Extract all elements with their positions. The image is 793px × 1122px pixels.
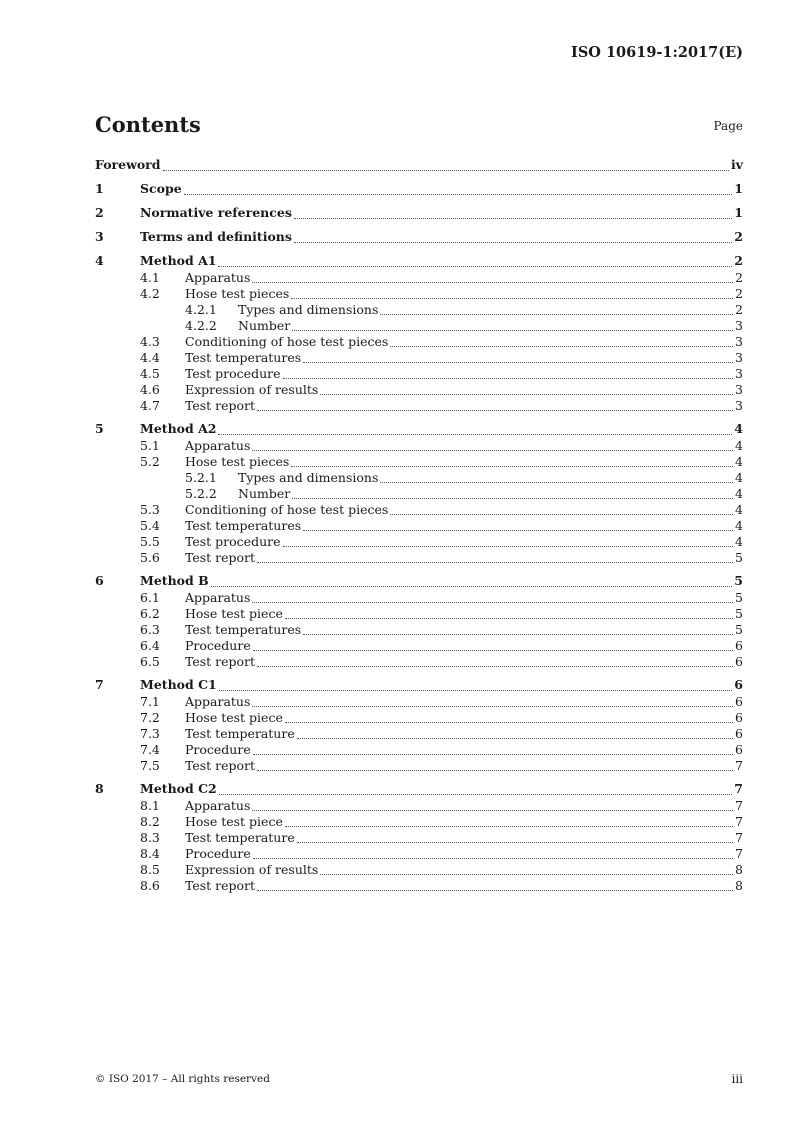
toc-entry-number: 1 <box>95 181 104 196</box>
toc-leader-dots <box>253 649 733 651</box>
toc-entry-page: 5 <box>735 606 743 621</box>
toc-entry-page: 5 <box>734 573 743 588</box>
toc-entry-number: 4.2 <box>140 286 160 301</box>
toc-entry-title: Conditioning of hose test pieces <box>185 334 389 349</box>
toc-leader-dots <box>320 873 733 875</box>
toc-entry-page: iv <box>730 157 743 172</box>
toc-entry-page: 4 <box>735 518 743 533</box>
toc-entry-page: 1 <box>734 205 743 220</box>
toc-entry-page: 6 <box>735 710 743 725</box>
toc-entry[interactable] <box>95 366 743 382</box>
toc-entry-page: 2 <box>734 253 743 268</box>
toc-leader-dots <box>253 857 733 859</box>
toc-leader-dots <box>285 721 733 723</box>
toc-entry-page: 4 <box>735 502 743 517</box>
toc-entry-number: 6.2 <box>140 606 160 621</box>
toc-entry-number: 5.2 <box>140 454 160 469</box>
toc-leader-dots <box>285 825 733 827</box>
toc-entry[interactable] <box>95 382 743 398</box>
toc-entry[interactable] <box>95 694 743 710</box>
toc-entry-title: Method C1 <box>140 677 217 692</box>
toc-leader-dots <box>291 465 733 467</box>
toc-entry-number: 4 <box>95 253 104 268</box>
toc-entry-number: 8 <box>95 781 104 796</box>
toc-entry-number: 6 <box>95 573 104 588</box>
toc-entry[interactable] <box>95 502 743 518</box>
toc-leader-dots <box>252 281 733 283</box>
toc-entry-title: Hose test pieces <box>185 286 290 301</box>
toc-entry-number: 5.3 <box>140 502 160 517</box>
toc-entry-page: 7 <box>735 798 743 813</box>
toc-entry-number: 4.3 <box>140 334 160 349</box>
toc-entry-title: Foreword <box>95 157 161 172</box>
toc-leader-dots <box>292 497 733 499</box>
toc-entry-page: 3 <box>735 398 743 413</box>
toc-entry-page: 6 <box>735 654 743 669</box>
toc-entry-page: 2 <box>734 229 743 244</box>
toc-entry-title: Test temperature <box>185 726 295 741</box>
toc-entry[interactable] <box>95 252 743 270</box>
toc-leader-dots <box>283 377 734 379</box>
toc-leader-dots <box>303 633 733 635</box>
toc-entry-number: 7.1 <box>140 694 160 709</box>
toc-entry-page: 5 <box>735 550 743 565</box>
toc-entry-page: 3 <box>735 318 743 333</box>
toc-leader-dots <box>303 529 733 531</box>
toc-leader-dots <box>163 169 729 171</box>
toc-entry-title: Procedure <box>185 742 251 757</box>
toc-leader-dots <box>257 769 733 771</box>
toc-entry[interactable] <box>95 830 743 846</box>
toc-entry-page: 8 <box>735 862 743 877</box>
toc-entry-number: 6.1 <box>140 590 160 605</box>
page-column-label: Page <box>713 119 743 133</box>
toc-entry-number: 3 <box>95 229 104 244</box>
toc-entry-title: Scope <box>140 181 182 196</box>
toc-entry[interactable] <box>95 814 743 830</box>
toc-entry-page: 3 <box>735 366 743 381</box>
toc-entry-title: Test procedure <box>185 366 281 381</box>
toc-leader-dots <box>257 889 733 891</box>
toc-entry[interactable] <box>95 454 743 470</box>
toc-entry-title: Hose test piece <box>185 606 283 621</box>
toc-entry-number: 7.5 <box>140 758 160 773</box>
toc-entry-number: 5.4 <box>140 518 160 533</box>
toc-entry[interactable] <box>95 862 743 878</box>
toc-entry-page: 4 <box>735 454 743 469</box>
toc-entry-title: Apparatus <box>185 798 251 813</box>
toc-entry[interactable] <box>95 398 743 414</box>
toc-entry-page: 6 <box>734 677 743 692</box>
toc-entry[interactable] <box>95 654 743 670</box>
toc-entry-page: 7 <box>734 781 743 796</box>
toc-entry-number: 4.2.1 <box>185 302 217 317</box>
toc-entry-page: 4 <box>735 534 743 549</box>
toc-entry-title: Method A1 <box>140 253 217 268</box>
toc-leader-dots <box>285 617 733 619</box>
toc-leader-dots <box>303 361 733 363</box>
toc-entry[interactable] <box>95 438 743 454</box>
toc-entry-title: Types and dimensions <box>238 302 379 317</box>
toc-entry-number: 5.2.1 <box>185 470 217 485</box>
toc-entry[interactable] <box>95 420 743 438</box>
toc-entry[interactable] <box>95 622 743 638</box>
toc-leader-dots <box>252 449 733 451</box>
toc-leader-dots <box>292 329 733 331</box>
toc-entry[interactable] <box>95 350 743 366</box>
toc-entry-title: Types and dimensions <box>238 470 379 485</box>
toc-entry-title: Procedure <box>185 638 251 653</box>
toc-entry-page: 4 <box>735 486 743 501</box>
toc-entry-title: Hose test pieces <box>185 454 290 469</box>
toc-entry-page: 5 <box>735 622 743 637</box>
footer-copyright: © ISO 2017 – All rights reserved <box>95 1073 270 1085</box>
toc-entry-number: 4.6 <box>140 382 160 397</box>
toc-entry[interactable] <box>95 878 743 894</box>
toc-entry-title: Test report <box>185 654 256 669</box>
toc-entry[interactable] <box>95 518 743 534</box>
toc-entry-page: 6 <box>735 694 743 709</box>
toc-entry-number: 8.4 <box>140 846 160 861</box>
toc-leader-dots <box>380 481 733 483</box>
toc-entry-number: 7.3 <box>140 726 160 741</box>
toc-entry-number: 8.5 <box>140 862 160 877</box>
toc-leader-dots <box>211 585 733 587</box>
toc-entry-title: Test report <box>185 550 256 565</box>
toc-entry-number: 8.3 <box>140 830 160 845</box>
toc-entry-number: 6.5 <box>140 654 160 669</box>
toc-entry-title: Test temperatures <box>185 350 302 365</box>
footer-page-number: iii <box>731 1072 743 1086</box>
toc-entry-number: 5.6 <box>140 550 160 565</box>
toc-entry-page: 7 <box>735 846 743 861</box>
toc-entry[interactable] <box>95 676 743 694</box>
toc-entry-title: Apparatus <box>185 694 251 709</box>
toc-entry-page: 8 <box>735 878 743 893</box>
toc-entry-title: Normative references <box>140 205 292 220</box>
toc-entry-page: 4 <box>735 438 743 453</box>
toc-entry-number: 5 <box>95 421 104 436</box>
toc-entry-title: Expression of results <box>185 862 319 877</box>
toc-entry-number: 4.2.2 <box>185 318 217 333</box>
toc-entry-number: 5.1 <box>140 438 160 453</box>
toc-entry[interactable] <box>95 758 743 774</box>
toc-entry-title: Test procedure <box>185 534 281 549</box>
toc-leader-dots <box>294 241 732 243</box>
toc-entry-page: 1 <box>734 181 743 196</box>
toc-leader-dots <box>390 513 733 515</box>
toc-entry-number: 4.7 <box>140 398 160 413</box>
toc-entry[interactable] <box>95 742 743 758</box>
toc-entry-title: Expression of results <box>185 382 319 397</box>
toc-entry-title: Terms and definitions <box>140 229 292 244</box>
toc-leader-dots <box>219 793 733 795</box>
toc-leader-dots <box>390 345 733 347</box>
toc-entry-number: 4.5 <box>140 366 160 381</box>
toc-entry[interactable] <box>95 302 743 318</box>
toc-entry[interactable] <box>95 180 743 198</box>
toc-entry-number: 4.1 <box>140 270 160 285</box>
toc-entry[interactable] <box>95 606 743 622</box>
toc-leader-dots <box>184 193 733 195</box>
toc-entry-number: 8.2 <box>140 814 160 829</box>
toc-entry-title: Test report <box>185 398 256 413</box>
toc-entry-title: Test report <box>185 878 256 893</box>
toc-entry[interactable] <box>95 318 743 334</box>
toc-entry-number: 7.4 <box>140 742 160 757</box>
toc-entry-title: Test temperature <box>185 830 295 845</box>
toc-entry-page: 2 <box>735 302 743 317</box>
toc-entry-title: Test temperatures <box>185 518 302 533</box>
toc-leader-dots <box>297 841 733 843</box>
toc-entry-page: 6 <box>735 742 743 757</box>
toc-entry-title: Apparatus <box>185 590 251 605</box>
toc-entry[interactable] <box>95 286 743 302</box>
toc-entry[interactable] <box>95 846 743 862</box>
toc-entry-title: Number <box>238 318 291 333</box>
toc-leader-dots <box>218 433 732 435</box>
toc-entry-number: 7 <box>95 677 104 692</box>
toc-entry-number: 8.6 <box>140 878 160 893</box>
toc-entry-number: 4.4 <box>140 350 160 365</box>
toc-entry-page: 6 <box>735 726 743 741</box>
toc-entry-number: 6.3 <box>140 622 160 637</box>
toc-entry-title: Method B <box>140 573 209 588</box>
toc-entry-number: 7.2 <box>140 710 160 725</box>
toc-leader-dots <box>252 705 733 707</box>
toc-entry[interactable] <box>95 726 743 742</box>
toc-entry-page: 3 <box>735 334 743 349</box>
toc-leader-dots <box>320 393 733 395</box>
toc-entry[interactable] <box>95 534 743 550</box>
toc-entry-title: Method A2 <box>140 421 217 436</box>
header-doc-code: ISO 10619-1:2017(E) <box>571 44 743 61</box>
toc-entry-page: 4 <box>735 470 743 485</box>
toc-entry-number: 5.2.2 <box>185 486 217 501</box>
toc-entry[interactable] <box>95 334 743 350</box>
toc-leader-dots <box>252 601 733 603</box>
toc-entry-number: 8.1 <box>140 798 160 813</box>
toc-entry-page: 3 <box>735 350 743 365</box>
toc-entry-title: Test report <box>185 758 256 773</box>
toc-entry-page: 7 <box>735 758 743 773</box>
toc-entry-page: 3 <box>735 382 743 397</box>
toc-entry[interactable] <box>95 572 743 590</box>
toc-entry[interactable] <box>95 798 743 814</box>
toc-entry-title: Apparatus <box>185 270 251 285</box>
toc-entry-page: 7 <box>735 814 743 829</box>
page-title: Contents <box>95 112 201 137</box>
toc-entry[interactable] <box>95 486 743 502</box>
toc-leader-dots <box>252 809 733 811</box>
toc-entry[interactable] <box>95 710 743 726</box>
toc-entry-title: Procedure <box>185 846 251 861</box>
toc-leader-dots <box>294 217 732 219</box>
toc-entry[interactable] <box>95 780 743 798</box>
toc-entry-page: 6 <box>735 638 743 653</box>
toc-leader-dots <box>297 737 733 739</box>
toc-entry-title: Test temperatures <box>185 622 302 637</box>
toc-entry-title: Number <box>238 486 291 501</box>
toc-entry-title: Apparatus <box>185 438 251 453</box>
toc-entry-page: 5 <box>735 590 743 605</box>
table-of-contents <box>95 156 743 894</box>
toc-entry-title: Hose test piece <box>185 814 283 829</box>
toc-entry[interactable] <box>95 590 743 606</box>
toc-leader-dots <box>283 545 734 547</box>
toc-leader-dots <box>380 313 733 315</box>
toc-leader-dots <box>257 409 733 411</box>
toc-entry-number: 2 <box>95 205 104 220</box>
toc-entry[interactable] <box>95 638 743 654</box>
toc-leader-dots <box>257 665 733 667</box>
toc-entry-page: 4 <box>734 421 743 436</box>
toc-entry-page: 2 <box>735 286 743 301</box>
toc-entry-title: Hose test piece <box>185 710 283 725</box>
toc-entry[interactable] <box>95 470 743 486</box>
toc-entry-page: 2 <box>735 270 743 285</box>
toc-entry-number: 5.5 <box>140 534 160 549</box>
toc-entry-number: 6.4 <box>140 638 160 653</box>
toc-entry-title: Method C2 <box>140 781 217 796</box>
toc-entry[interactable] <box>95 156 743 174</box>
toc-entry-title: Conditioning of hose test pieces <box>185 502 389 517</box>
toc-leader-dots <box>219 689 733 691</box>
toc-entry[interactable] <box>95 204 743 222</box>
toc-leader-dots <box>257 561 733 563</box>
toc-entry[interactable] <box>95 270 743 286</box>
toc-entry-page: 7 <box>735 830 743 845</box>
toc-entry[interactable] <box>95 228 743 246</box>
toc-leader-dots <box>253 753 733 755</box>
toc-entry[interactable] <box>95 550 743 566</box>
toc-leader-dots <box>291 297 733 299</box>
toc-leader-dots <box>218 265 732 267</box>
